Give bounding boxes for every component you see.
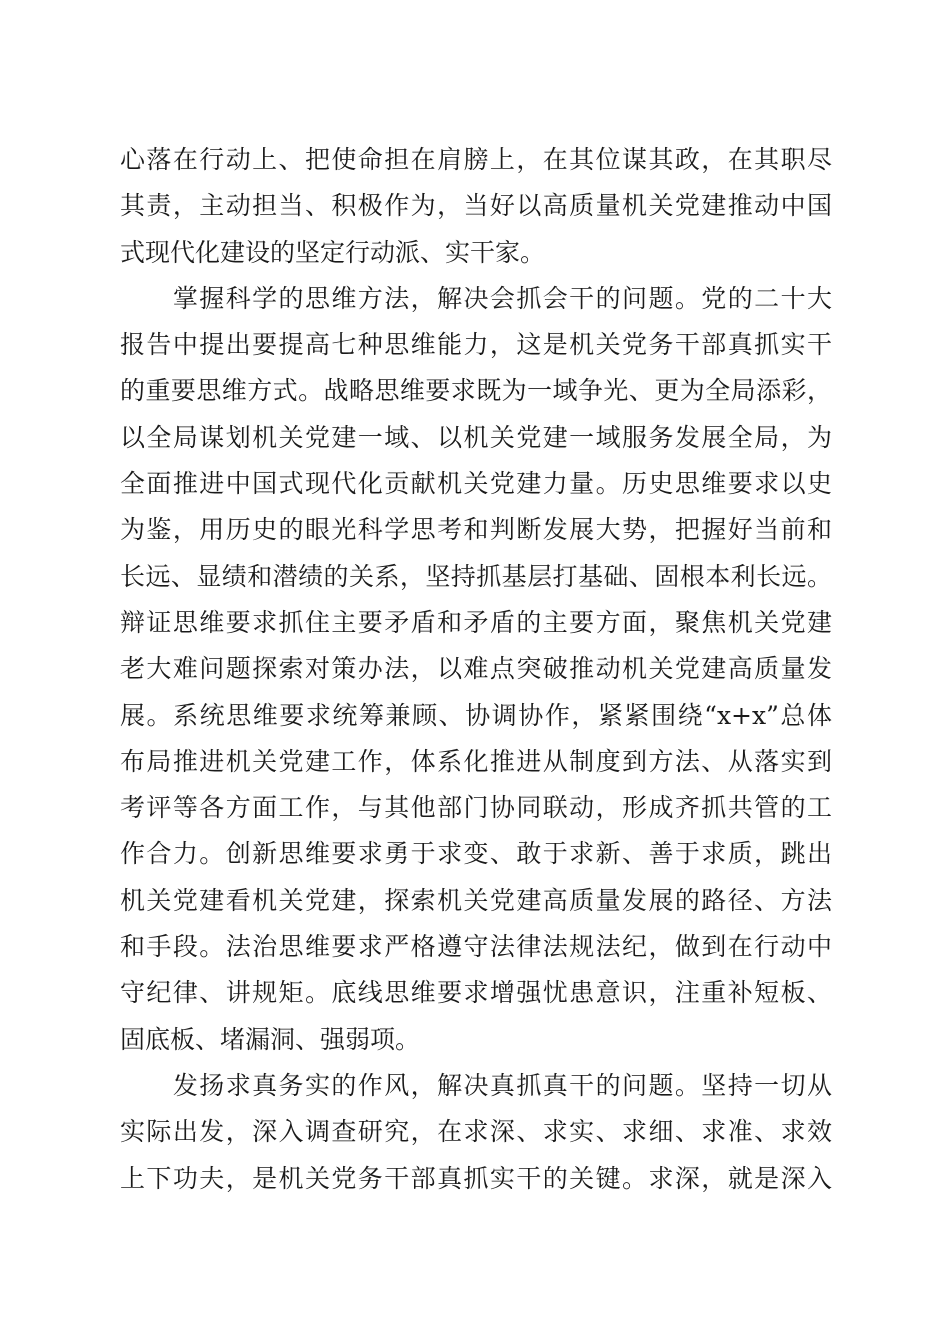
text-line: 式现代化建设的坚定行动派、实干家。 (120, 237, 546, 267)
text-line: 实际出发，深入调查研究，在求深、求实、求细、求准、求效 (120, 1117, 832, 1147)
text-line: 机关党建看机关党建，探索机关党建高质量发展的路径、方法 (120, 885, 832, 915)
text-line: 的重要思维方式。战略思维要求既为一域争光、更为全局添彩， (120, 376, 832, 406)
text-line: 布局推进机关党建工作，体系化推进从制度到方法、从落实到 (120, 746, 832, 776)
text-line: 和手段。法治思维要求严格遵守法律法规法纪，做到在行动中 (120, 932, 832, 962)
text-line: 为鉴，用历史的眼光科学思考和判断发展大势，把握好当前和 (120, 515, 832, 545)
text-line: 其责，主动担当、积极作为，当好以高质量机关党建推动中国 (120, 191, 832, 221)
paragraph-1 (120, 137, 832, 276)
text-line: 全面推进中国式现代化贡献机关党建力量。历史思维要求以史 (120, 469, 832, 499)
text-line: 老大难问题探索对策办法，以难点突破推动机关党建高质量发 (120, 654, 832, 684)
text-line: 作合力。创新思维要求勇于求变、敢于求新、善于求质，跳出 (120, 839, 832, 869)
text-line: 守纪律、讲规矩。底线思维要求增强忧患意识，注重补短板、 (120, 978, 832, 1008)
text-line: 以全局谋划机关党建一域、以机关党建一域服务发展全局，为 (120, 422, 832, 452)
text-line: 报告中提出要提高七种思维能力，这是机关党务干部真抓实干 (120, 330, 832, 360)
paragraph-3 (120, 1063, 832, 1202)
text-line: 上下功夫，是机关党务干部真抓实干的关键。求深，就是深入 (120, 1163, 832, 1193)
text-line: 展。系统思维要求统筹兼顾、协调协作，紧紧围绕“x+x”总体 (120, 700, 832, 730)
text-line: 心落在行动上、把使命担在肩膀上，在其位谋其政，在其职尽 (120, 145, 832, 174)
text-line: 考评等各方面工作，与其他部门协同联动，形成齐抓共管的工 (120, 793, 832, 823)
text-line: 长远、显绩和潜绩的关系，坚持抓基层打基础、固根本利长远。 (120, 561, 832, 591)
text-line: 固底板、堵漏洞、强弱项。 (120, 1024, 421, 1054)
text-line: 掌握科学的思维方法，解决会抓会干的问题。党的二十大 (120, 283, 832, 313)
text-line: 发扬求真务实的作风，解决真抓真干的问题。坚持一切从 (120, 1070, 832, 1100)
text-line: 辩证思维要求抓住主要矛盾和矛盾的主要方面，聚焦机关党建 (120, 607, 832, 637)
body-text (120, 137, 832, 1202)
paragraph-2 (120, 276, 832, 1063)
